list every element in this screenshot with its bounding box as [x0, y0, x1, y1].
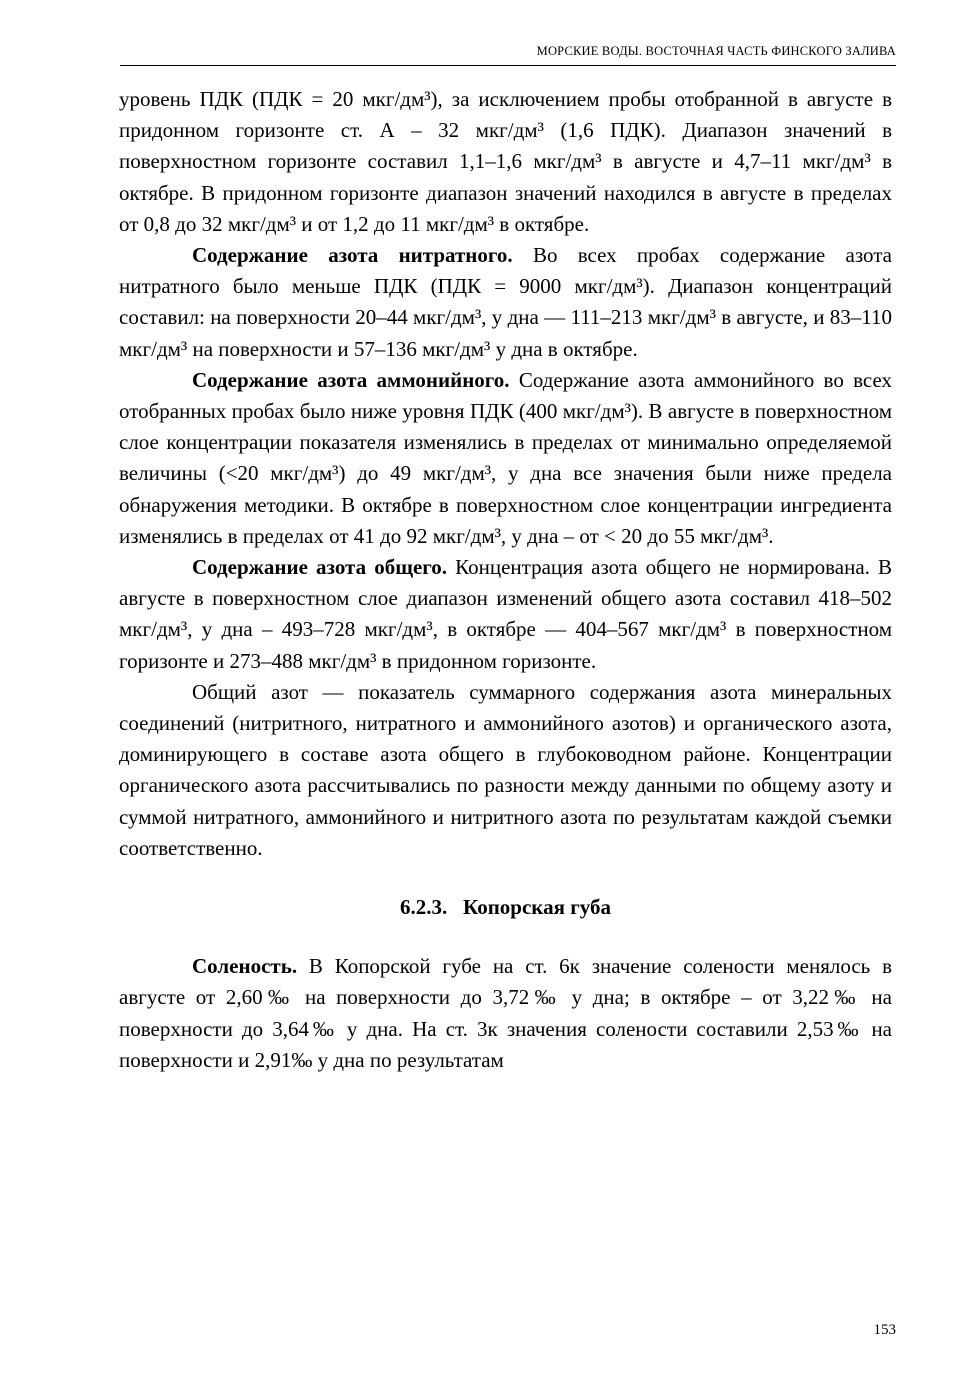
section-title: Копорская губа — [463, 895, 611, 920]
page-number: 153 — [873, 1322, 896, 1338]
paragraph-nitrate-nitrogen — [119, 240, 892, 365]
paragraph-salinity — [119, 951, 892, 1076]
paragraph-text: В Копорской губе на ст. 6к значение солености менялось в августе от 2,60‰ на поверхности до 3,72‰ у дна; в октябре – от 3,22‰ на поверхности до 3,64‰ у дна. На ст. 3к значения солености составили 2,53‰ на поверхности и 2,91‰ у дна по результатам — [119, 954, 892, 1072]
running-header: МОРСКИЕ ВОДЫ. ВОСТОЧНАЯ ЧАСТЬ ФИНСКОГО ЗАЛИВА — [120, 44, 896, 66]
paragraph-lead: Соленость. — [192, 954, 298, 979]
paragraph-lead: Содержание азота нитратного. — [192, 243, 513, 268]
paragraph-total-nitrogen-definition: Общий азот — показатель суммарного содержания азота минеральных соединений (нитритного, нитратного и аммонийного азотов) и органического азота, доминирующего в составе азота общего в глубоководном районе. Концентрации органического азота рассчитывались по разности между данными по общему азоту и суммой нитратного, аммонийного и нитритного азота по результатам каждой съемки соответственно. — [119, 679, 892, 860]
section-heading — [119, 892, 892, 923]
paragraph-ammonium-nitrogen — [119, 365, 892, 552]
paragraph-text: Содержание азота аммонийного во всех отобранных пробах было ниже уровня ПДК (400 мкг/дм³). В августе в поверхностном слое концентрации показателя изменялись в пределах от минимально определяемой величины (<20 мкг/дм³) до 49 мкг/дм³, у дна все значения были ниже предела обнаружения методики. В октябре в поверхностном слое концентрации ингредиента изменялись в пределах от 41 до 92 мкг/дм³, у дна – от < 20 до 55 мкг/дм³. — [119, 367, 892, 548]
paragraph-total-nitrogen — [119, 552, 892, 677]
paragraph-text: Концентрация азота общего не нормирована. В августе в поверхностном слое диапазон изменений общего азота составил 418–502 мкг/дм³, у дна – 493–728 мкг/дм³, в октябре — 404–567 мкг/дм³ в поверхностном горизонте и 273–488 мкг/дм³ в придонном горизонте. — [119, 555, 893, 673]
paragraph-lead: Содержание азота общего. — [192, 555, 448, 580]
page-body — [119, 84, 892, 1076]
section-number: 6.2.3. — [400, 895, 448, 920]
paragraph-lead: Содержание азота аммонийного. — [192, 367, 510, 392]
paragraph-continuation: уровень ПДК (ПДК = 20 мкг/дм³), за исключением пробы отобранной в августе в придонном горизонте ст. А – 32 мкг/дм³ (1,6 ПДК). Диапазон значений в поверхностном горизонте составил 1,1–1,6 мкг/дм³ в августе и 4,7–11 мкг/дм³ в октябре. В придонном горизонте диапазон значений находился в августе в пределах от 0,8 до 32 мкг/дм³ и от 1,2 до 11 мкг/дм³ в октябре. — [119, 87, 892, 236]
paragraph-text: Во всех пробах содержание азота нитратного было меньше ПДК (ПДК = 9000 мкг/дм³). Диапазон концентраций составил: на поверхности 20–44 мкг/дм³, у дна — 111–213 мкг/дм³ в августе, и 83–110 мкг/дм³ на поверхности и 57–136 мкг/дм³ у дна в октябре. — [119, 243, 892, 361]
